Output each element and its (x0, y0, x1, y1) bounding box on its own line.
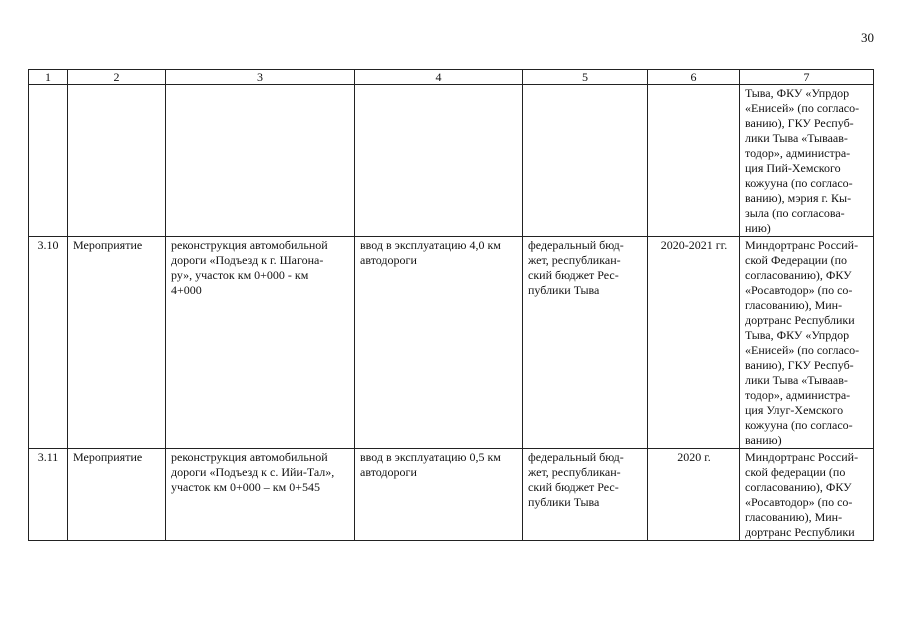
row-description (166, 237, 355, 449)
row-type: Мероприятие (68, 449, 166, 541)
column-number-1: 1 (29, 70, 68, 85)
executors-line: Миндортранс Россий- (745, 238, 859, 252)
column-number-7: 7 (740, 70, 874, 85)
executors-line: Миндортранс Россий- (745, 450, 859, 464)
executors-line: согласованию), ФКУ (745, 268, 852, 282)
executors-line: дортранс Республики (745, 313, 855, 327)
continued-executors-cell (740, 85, 874, 237)
column-number-2: 2 (68, 70, 166, 85)
row-description (166, 449, 355, 541)
row-result (355, 449, 523, 541)
executors-line: ванию) (745, 433, 782, 447)
executors-line: ция Улуг-Хемского (745, 403, 844, 417)
executors-line: Тыва, ФКУ «Упрдор (745, 86, 850, 100)
table-row-3-11 (29, 449, 874, 541)
executors-line: «Росавтодор» (по со- (745, 495, 853, 509)
continued-type-cell (68, 85, 166, 237)
executors-line: лики Тыва «Тываав- (745, 131, 848, 145)
page-number: 30 (861, 30, 874, 45)
executors-line: дортранс Республики (745, 525, 855, 539)
column-number-6: 6 (648, 70, 740, 85)
row-number: 3.11 (29, 449, 68, 541)
executors-line: согласованию), ФКУ (745, 480, 852, 494)
executors-line: лики Тыва «Тываав- (745, 373, 848, 387)
funding-line: публики Тыва (528, 495, 600, 509)
executors-line: гласованию), Мин- (745, 298, 843, 312)
funding-line: ский бюджет Рес- (528, 268, 619, 282)
table-row-3-10 (29, 237, 874, 449)
funding-line: жет, республикан- (528, 253, 621, 267)
row-executors (740, 237, 874, 449)
funding-line: ский бюджет Рес- (528, 480, 619, 494)
executors-line: ской федерации (по (745, 465, 846, 479)
description-line: участок км 0+000 – км 0+545 (171, 480, 320, 494)
result-line: ввод в эксплуатацию 4,0 км (360, 238, 501, 252)
continued-funding-cell (523, 85, 648, 237)
funding-line: публики Тыва (528, 283, 600, 297)
executors-line: ция Пий-Хемского (745, 161, 841, 175)
executors-line: кожууна (по согласо- (745, 418, 853, 432)
row-type: Мероприятие (68, 237, 166, 449)
continued-result-cell (355, 85, 523, 237)
executors-line: зыла (по согласова- (745, 206, 845, 220)
row-years: 2020 г. (648, 449, 740, 541)
executors-line: тодор», администра- (745, 388, 851, 402)
column-number-row (29, 70, 874, 85)
row-executors (740, 449, 874, 541)
continued-years-cell (648, 85, 740, 237)
measures-table (28, 69, 874, 541)
description-line: реконструкция автомобильной (171, 450, 328, 464)
executors-line: ванию), ГКУ Респуб- (745, 358, 854, 372)
executors-line: нию) (745, 221, 771, 235)
description-line: ру», участок км 0+000 - км (171, 268, 309, 282)
row-number: 3.10 (29, 237, 68, 449)
result-line: ввод в эксплуатацию 0,5 км (360, 450, 501, 464)
funding-line: жет, республикан- (528, 465, 621, 479)
row-funding (523, 237, 648, 449)
executors-line: гласованию), Мин- (745, 510, 843, 524)
result-line: автодороги (360, 253, 417, 267)
executors-line: Тыва, ФКУ «Упрдор (745, 328, 850, 342)
funding-line: федеральный бюд- (528, 450, 624, 464)
row-years: 2020-2021 гг. (648, 237, 740, 449)
column-number-3: 3 (166, 70, 355, 85)
executors-line: ванию), мэрия г. Кы- (745, 191, 852, 205)
executors-line: «Енисей» (по согласо- (745, 101, 860, 115)
column-number-4: 4 (355, 70, 523, 85)
continued-row (29, 85, 874, 237)
description-line: реконструкция автомобильной (171, 238, 328, 252)
row-funding (523, 449, 648, 541)
row-result (355, 237, 523, 449)
executors-line: тодор», администра- (745, 146, 851, 160)
executors-line: «Енисей» (по согласо- (745, 343, 860, 357)
executors-line: «Росавтодор» (по со- (745, 283, 853, 297)
funding-line: федеральный бюд- (528, 238, 624, 252)
column-number-5: 5 (523, 70, 648, 85)
result-line: автодороги (360, 465, 417, 479)
description-line: 4+000 (171, 283, 202, 297)
executors-line: ской Федерации (по (745, 253, 848, 267)
executors-line: кожууна (по согласо- (745, 176, 853, 190)
description-line: дороги «Подъезд к с. Ийи-Тал», (171, 465, 335, 479)
continued-num-cell (29, 85, 68, 237)
description-line: дороги «Подъезд к г. Шагона- (171, 253, 324, 267)
executors-line: ванию), ГКУ Респуб- (745, 116, 854, 130)
continued-description-cell (166, 85, 355, 237)
